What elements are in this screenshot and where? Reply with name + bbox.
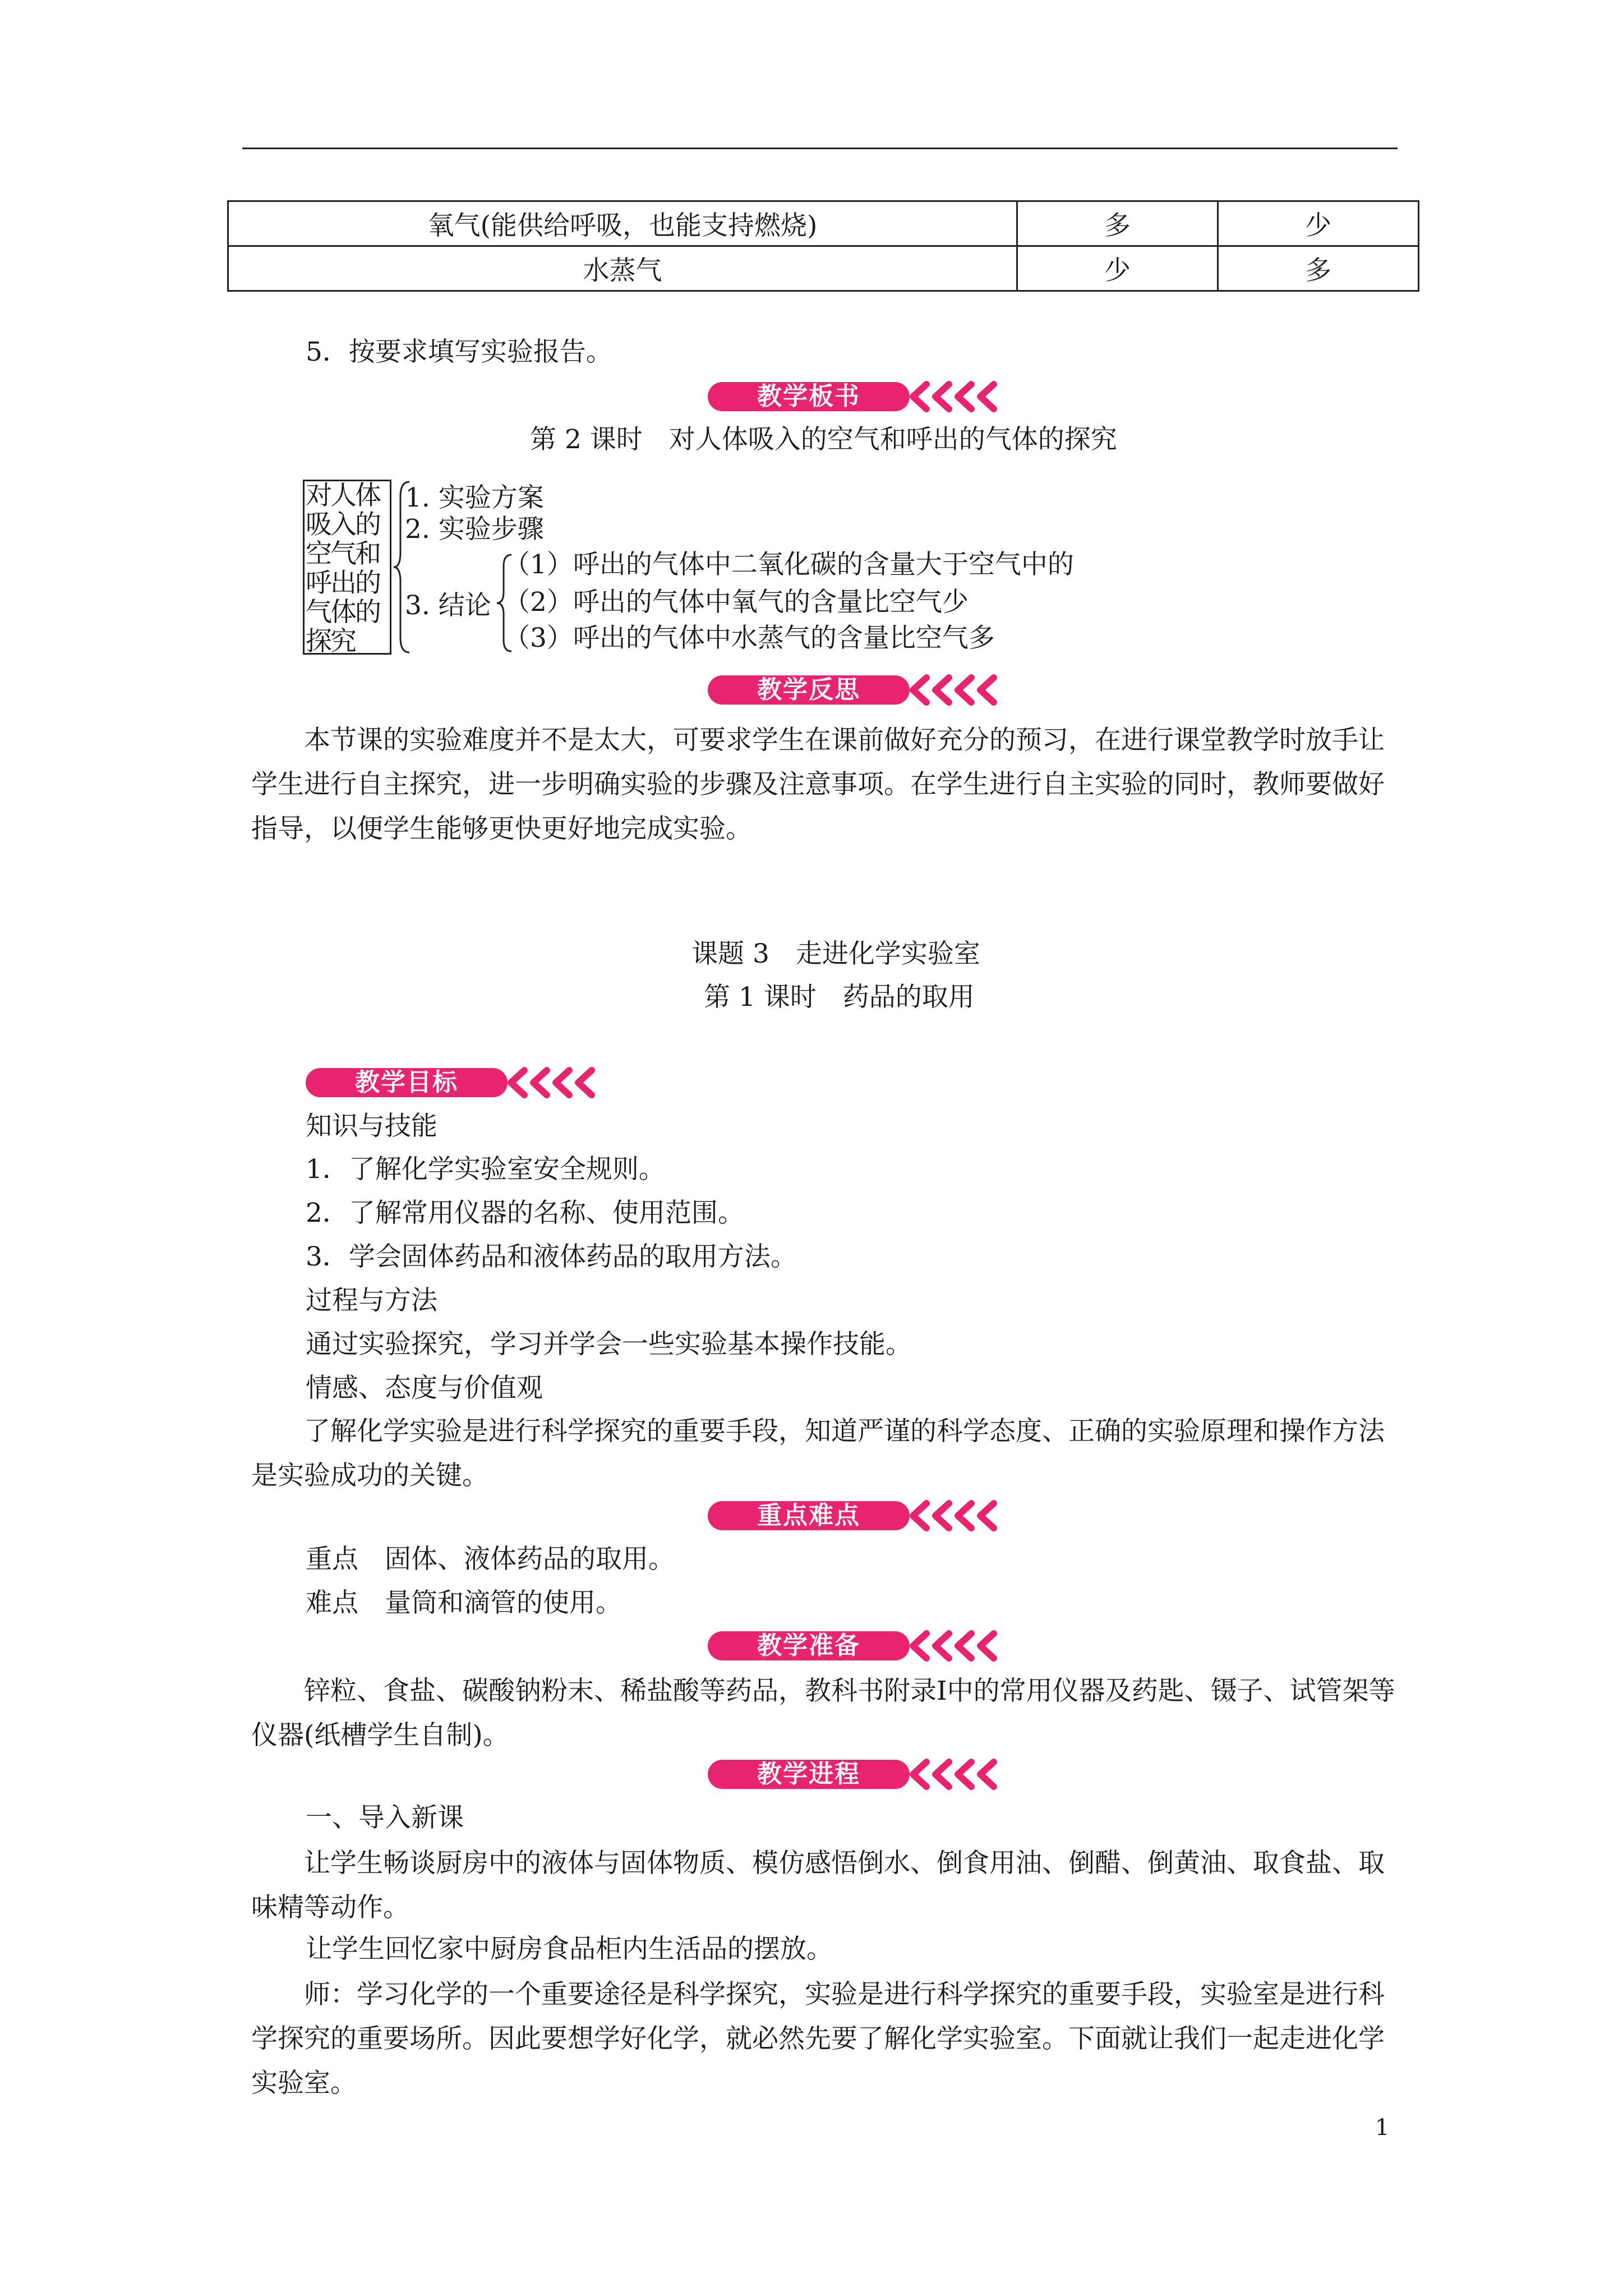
banner-prep: 教学准备 bbox=[708, 1629, 1011, 1663]
lesson-subtitle: 第 1 课时 药品的取用 bbox=[704, 982, 975, 1013]
item-5: 5．按要求填写实验报告。 bbox=[306, 337, 612, 367]
goals-heading-process: 过程与方法 bbox=[306, 1285, 437, 1316]
table-cell-inhaled: 少 bbox=[1017, 246, 1218, 291]
reflection-paragraph: 本节课的实验难度并不是太大，可要求学生在课前做好充分的预习，在进行课堂教学时放手让学生进行自主探究，进一步明确实验的步骤及注意事项。在学生进行自主实验的同时，教师要做好指导，以便学生能够更快更好地完成实验。 bbox=[251, 725, 1385, 844]
process-heading: 一、导入新课 bbox=[306, 1802, 464, 1833]
board-title: 第 2 课时 对人体吸入的空气和呼出的气体的探究 bbox=[530, 424, 1117, 455]
goals-heading-knowledge: 知识与技能 bbox=[306, 1111, 437, 1142]
board-conclusion-2: （2）呼出的气体中氧气的含量比空气少 bbox=[504, 587, 969, 618]
board-step-2: 2. 实验步骤 bbox=[405, 514, 544, 545]
gas-comparison-table bbox=[227, 200, 1419, 292]
chevron-arrows-icon bbox=[893, 673, 1005, 707]
chevron-arrows-icon bbox=[893, 1499, 1005, 1533]
banner-keypoints: 重点难点 bbox=[708, 1499, 1011, 1533]
board-step-1: 1. 实验方案 bbox=[405, 482, 544, 513]
table-cell-exhaled: 少 bbox=[1218, 201, 1419, 246]
table-cell-inhaled: 多 bbox=[1017, 201, 1218, 246]
board-conclusion-3: （3）呼出的气体中水蒸气的含量比空气多 bbox=[504, 623, 995, 654]
table-cell-gas: 水蒸气 bbox=[228, 246, 1017, 291]
banner-board: 教学板书 bbox=[708, 380, 1011, 413]
lesson-title: 课题 3 走进化学实验室 bbox=[691, 938, 980, 969]
process-paragraph-2: 让学生回忆家中厨房食品柜内生活品的摆放。 bbox=[306, 1934, 833, 1964]
keypoint-text: 重点 固体、液体药品的取用。 bbox=[306, 1544, 675, 1575]
banner-process: 教学进程 bbox=[708, 1757, 1011, 1791]
chevron-arrows-icon bbox=[893, 380, 1005, 413]
board-box-line: 对人体 bbox=[306, 480, 380, 511]
banner-reflection: 教学反思 bbox=[708, 673, 1011, 707]
board-box-line: 探究 bbox=[306, 626, 355, 657]
chevron-arrows-icon bbox=[491, 1066, 603, 1099]
header-rule bbox=[242, 148, 1398, 149]
goals-item: 3．学会固体药品和液体药品的取用方法。 bbox=[306, 1241, 797, 1272]
board-step-3: 3. 结论 bbox=[405, 590, 491, 621]
process-paragraph-3: 师：学习化学的一个重要途径是科学探究，实验是进行科学探究的重要手段，实验室是进行科学探究的重要场所。因此要想学好化学，就必然先要了解化学实验室。下面就让我们一起走进化学实验室。 bbox=[251, 1979, 1385, 2099]
board-box-line: 呼出的 bbox=[306, 568, 380, 599]
board-box-line: 吸入的 bbox=[306, 509, 380, 540]
goals-item: 2．了解常用仪器的名称、使用范围。 bbox=[306, 1198, 744, 1228]
banner-goals: 教学目标 bbox=[306, 1066, 608, 1099]
chevron-arrows-icon bbox=[893, 1629, 1005, 1663]
board-topic-box bbox=[303, 480, 391, 655]
chevron-arrows-icon bbox=[893, 1757, 1005, 1791]
table-cell-gas: 氧气(能供给呼吸，也能支持燃烧) bbox=[228, 201, 1017, 246]
goals-item: 1．了解化学实验室安全规则。 bbox=[306, 1154, 665, 1185]
prep-paragraph: 锌粒、食盐、碳酸钠粉末、稀盐酸等药品，教科书附录Ⅰ中的常用仪器及药匙、镊子、试管架等仪器(纸槽学生自制)。 bbox=[251, 1676, 1395, 1751]
difficulty-text: 难点 量筒和滴管的使用。 bbox=[306, 1588, 622, 1618]
process-paragraph-1: 让学生畅谈厨房中的液体与固体物质、模仿感悟倒水、倒食用油、倒醋、倒黄油、取食盐、取味精等动作。 bbox=[251, 1848, 1385, 1923]
table-row bbox=[228, 201, 1419, 246]
board-box-line: 气体的 bbox=[306, 597, 380, 628]
page-number: 1 bbox=[1375, 2115, 1390, 2141]
board-box-line: 空气和 bbox=[306, 539, 380, 569]
goals-attitude-text: 了解化学实验是进行科学探究的重要手段，知道严谨的科学态度、正确的实验原理和操作方法是实验成功的关键。 bbox=[251, 1416, 1385, 1491]
table-cell-exhaled: 多 bbox=[1218, 246, 1419, 291]
goals-process-text: 通过实验探究，学习并学会一些实验基本操作技能。 bbox=[306, 1329, 912, 1360]
goals-heading-attitude: 情感、态度与价值观 bbox=[306, 1373, 543, 1404]
table-row bbox=[228, 246, 1419, 291]
board-conclusion-1: （1）呼出的气体中二氧化碳的含量大于空气中的 bbox=[504, 549, 1074, 580]
